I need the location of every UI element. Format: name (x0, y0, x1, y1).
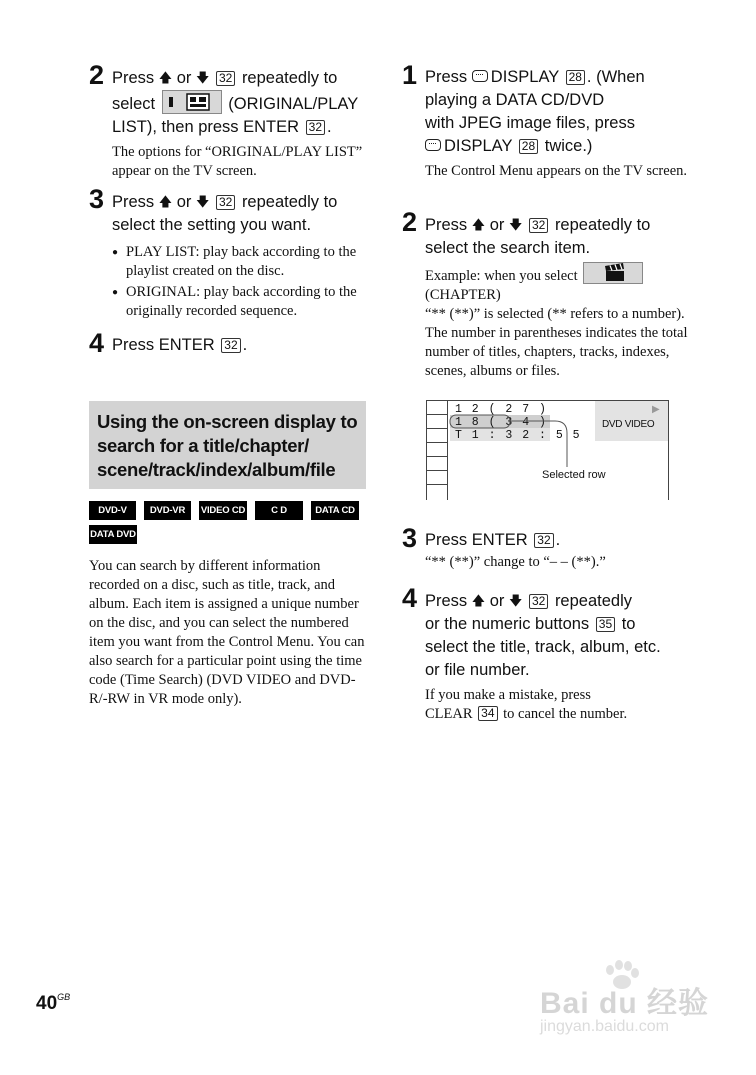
key-ref: 32 (306, 120, 325, 135)
list-item: ● PLAY LIST: play back according to the playlist created on the disc. (112, 243, 377, 281)
chapter-clapperboard-icon (583, 262, 643, 284)
step-number: 2 (89, 60, 105, 90)
control-menu-illustration (426, 400, 669, 500)
key-ref: 32 (529, 594, 548, 609)
section-heading-box (89, 401, 366, 489)
step-number: 3 (89, 184, 105, 214)
step-number: 3 (402, 523, 418, 553)
play-icon: ▶ (652, 404, 660, 415)
down-arrow-icon: 🡇 (196, 194, 210, 209)
badge-dvd-vr: DVD-VR (144, 501, 191, 520)
down-arrow-icon: 🡇 (509, 217, 523, 232)
badge-dvd-v: DVD-V (89, 501, 136, 520)
badge-data-cd: DATA CD (311, 501, 359, 520)
menu-row-time: T 1 : 3 2 : 5 5 (455, 429, 582, 442)
step-number: 1 (402, 60, 418, 90)
display-button-icon (472, 70, 488, 82)
intro-paragraph: You can search by different information recorded on a disc, such as title, track, and album. Each item is assigned a unique number on the disc, and you can select the numbered item you want from the Control Menu. You can also search for a particular point using the time code (Time Search) (DVD VIDEO and DVD-R/-RW in VR mode only). (89, 558, 365, 707)
key-ref: 34 (478, 706, 497, 721)
key-ref: 32 (216, 195, 235, 210)
option-list (112, 243, 377, 321)
down-arrow-icon: 🡇 (509, 593, 523, 608)
step-number: 2 (402, 207, 418, 237)
step-number: 4 (402, 583, 418, 613)
disc-type-label: DVD VIDEO (602, 419, 655, 430)
step-note: The Control Menu appears on the TV screen. (425, 163, 688, 179)
list-item: ● ORIGINAL: play back according to the originally recorded sequence. (112, 283, 377, 321)
menu-row-title: 1 2 ( 2 7 ) (455, 403, 548, 416)
up-arrow-icon: 🡅 (158, 194, 173, 209)
key-ref: 32 (534, 533, 553, 548)
step-note: “** (**)” change to “– – (**).” (425, 554, 606, 570)
original-playlist-icon (162, 90, 222, 114)
key-ref: 28 (519, 139, 538, 154)
up-arrow-icon: 🡅 (471, 217, 486, 232)
badge-video-cd: VIDEO CD (199, 501, 247, 520)
key-ref: 32 (216, 71, 235, 86)
up-arrow-icon: 🡅 (471, 593, 486, 608)
section-title: Using the on-screen display to search for a title/chapter/ scene/track/index/album/file (97, 411, 358, 480)
page-number: $40^{GB}$ (36, 992, 71, 1014)
key-ref: 35 (596, 617, 615, 632)
step-note: “** (**)” is selected (** refers to a number). The number in parentheses indicates the total number of titles, chapters, tracks, indexes, scenes, albums or files. (425, 306, 688, 379)
menu-row-chapter: 1 8 ( 3 4 ) (455, 416, 548, 429)
badge-cd: C D (255, 501, 303, 520)
down-arrow-icon: 🡇 (196, 70, 210, 85)
baidu-watermark: Bai du 经验 jingyan.baidu.com (540, 960, 720, 1030)
up-arrow-icon: 🡅 (158, 70, 173, 85)
step-note: If you make a mistake, press CLEAR 34 to cancel the number. (425, 687, 628, 722)
key-ref: 32 (529, 218, 548, 233)
key-ref: 28 (566, 70, 585, 85)
callout-caption: Selected row (542, 469, 606, 481)
badge-data-dvd: DATA DVD (89, 525, 137, 544)
step-note: The options for “ORIGINAL/PLAY LIST” appear on the TV screen. (112, 144, 363, 179)
step-number: 4 (89, 328, 105, 358)
key-ref: 32 (221, 338, 240, 353)
display-button-icon (425, 139, 441, 151)
